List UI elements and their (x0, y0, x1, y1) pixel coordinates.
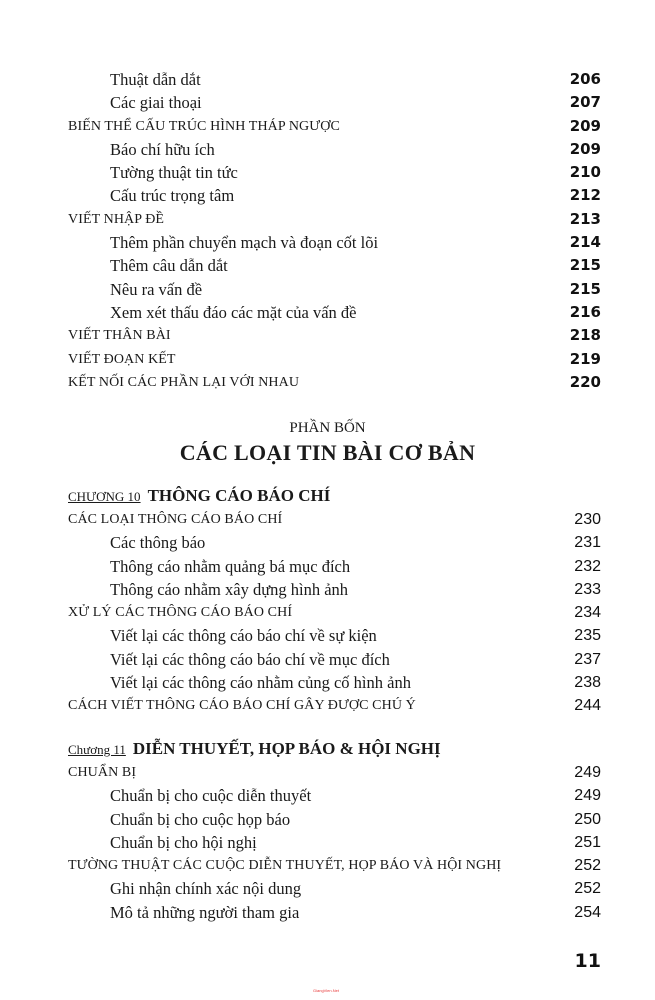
toc-entry-title: TƯỜNG THUẬT CÁC CUỘC DIỄN THUYẾT, HỌP BÁO VÀ HỘI NGHỊ (68, 858, 502, 874)
toc-entry-page: 234 (574, 604, 601, 622)
toc-entry-page: 232 (574, 557, 601, 575)
part-label: PHẦN BỐN (289, 420, 366, 436)
toc-entry-page: 206 (569, 70, 601, 88)
toc-entry-title: CÁC LOẠI THÔNG CÁO BÁO CHÍ (68, 512, 283, 527)
toc-entry-title: Thông cáo nhằm quảng bá mục đích (110, 556, 351, 576)
watermark: GiangVien.Net (313, 988, 339, 993)
toc-entry-page: 215 (569, 256, 601, 275)
toc-entry (68, 877, 601, 900)
toc-entry-title: KẾT NỐI CÁC PHẦN LẠI VỚI NHAU (68, 374, 300, 390)
toc-entry (68, 694, 601, 717)
toc-entry (68, 91, 601, 114)
toc-entry (68, 831, 601, 854)
toc-entry-page: 219 (569, 349, 601, 368)
toc-entry (68, 371, 601, 394)
toc-entry (68, 784, 601, 807)
toc-entry (68, 508, 601, 531)
toc-entry-title: Viết lại các thông cáo báo chí về mục đích (110, 649, 390, 669)
toc-entry-title: Cấu trúc trọng tâm (110, 186, 235, 206)
toc-entry (68, 624, 601, 647)
chapter-10-entries (68, 508, 601, 718)
chapter-11-heading (68, 739, 441, 759)
toc-entry-page: 209 (569, 116, 601, 135)
toc-entry-page: 214 (569, 233, 601, 252)
chapter-10-heading (68, 486, 330, 506)
toc-entry-title: Viết lại các thông cáo nhằm củng cố hình ảnh (110, 673, 411, 693)
chapter-title: DIỄN THUYẾT, HỌP BÁO & HỘI NGHỊ (132, 739, 441, 758)
toc-entry (68, 278, 601, 301)
toc-entry-page: 218 (569, 326, 601, 345)
toc-entry-title: Ghi nhận chính xác nội dung (110, 879, 302, 899)
toc-entry-page: 254 (574, 903, 601, 921)
toc-entry-title: Chuẩn bị cho cuộc họp báo (110, 809, 291, 829)
chapter-11-entries (68, 761, 601, 924)
toc-entry (68, 531, 601, 554)
toc-entry-page: 209 (569, 139, 601, 158)
toc-entry-title: Thêm câu dẫn dắt (110, 256, 228, 276)
toc-entry (68, 115, 601, 138)
chapter-number: Chương 11 (68, 742, 126, 757)
toc-entry (68, 648, 601, 671)
toc-entry-title: CHUẨN BỊ (68, 765, 137, 780)
toc-entry (68, 555, 601, 578)
toc-entry-title: Tường thuật tin tức (110, 163, 238, 183)
toc-entry-title: Thuật dẫn dắt (110, 70, 201, 89)
toc-entry (68, 324, 601, 347)
toc-entry-title: Thông cáo nhằm xây dựng hình ảnh (110, 579, 349, 599)
toc-entry-title: Mô tả những người tham gia (110, 902, 300, 922)
toc-entry-page: 249 (574, 787, 601, 805)
toc-entry-page: 237 (574, 650, 601, 668)
page-number: 11 (574, 950, 601, 972)
toc-entry-title: Báo chí hữu ích (110, 139, 215, 159)
toc-entry (68, 301, 601, 324)
toc-entry-title: VIẾT ĐOẠN KẾT (68, 351, 176, 367)
toc-entry-page: 207 (569, 93, 601, 112)
toc-entry-page: 250 (574, 810, 601, 828)
toc-entry-page: 252 (574, 880, 601, 898)
toc-entry-page: 216 (569, 302, 601, 321)
toc-entry-title: Chuẩn bị cho cuộc diễn thuyết (110, 786, 312, 806)
toc-entry-page: 213 (569, 209, 601, 228)
toc-entry-page: 244 (574, 697, 601, 715)
toc-entry (68, 854, 601, 877)
toc-entry-page: 235 (574, 627, 601, 645)
toc-entry (68, 671, 601, 694)
toc-entry-title: Thêm phần chuyển mạch và đoạn cốt lõi (110, 233, 379, 253)
toc-entry-page: 210 (569, 163, 601, 182)
toc-entry (68, 808, 601, 831)
toc-entry-page: 212 (569, 186, 601, 205)
toc-entry-title: XỬ LÝ CÁC THÔNG CÁO BÁO CHÍ (68, 605, 293, 621)
toc-entry-title: Xem xét thấu đáo các mặt của vấn đề (110, 302, 357, 322)
toc-entry-title: BIẾN THỂ CẤU TRÚC HÌNH THÁP NGƯỢC (68, 118, 340, 134)
toc-entry-title: CÁCH VIẾT THÔNG CÁO BÁO CHÍ GÂY ĐƯỢC CHÚ Ý (68, 698, 416, 714)
toc-entry (68, 601, 601, 624)
toc-entry (68, 231, 601, 254)
part-title: CÁC LOẠI TIN BÀI CƠ BẢN (179, 440, 476, 465)
toc-entry (68, 254, 601, 277)
toc-entry-title: Nêu ra vấn đề (110, 279, 203, 299)
toc-entry-title: Các thông báo (110, 533, 206, 553)
toc-entry-title: Các giai thoại (110, 93, 202, 113)
toc-entry (68, 184, 601, 207)
toc-entry (68, 761, 601, 784)
toc-entry-page: 215 (569, 279, 601, 298)
toc-entry-title: VIẾT THÂN BÀI (68, 328, 171, 344)
chapter-number: CHƯƠNG 10 (68, 489, 141, 504)
chapter-title: THÔNG CÁO BÁO CHÍ (147, 486, 331, 505)
toc-entry-title: Chuẩn bị cho hội nghị (110, 832, 257, 852)
toc-entry-page: 251 (574, 833, 601, 851)
toc-entry (68, 208, 601, 231)
toc-part-three-tail (68, 68, 601, 394)
toc-entry (68, 348, 601, 371)
toc-entry-page: 220 (569, 372, 601, 391)
toc-entry (68, 578, 601, 601)
toc-entry-page: 238 (574, 674, 601, 692)
toc-entry-page: 233 (574, 580, 601, 598)
toc-entry (68, 68, 601, 91)
toc-entry (68, 901, 601, 924)
toc-entry-page: 249 (574, 764, 601, 781)
toc-entry-page: 231 (574, 534, 601, 552)
toc-entry-title: VIẾT NHẬP ĐỀ (68, 211, 165, 227)
toc-entry (68, 138, 601, 161)
toc-entry (68, 161, 601, 184)
toc-entry-page: 230 (574, 511, 601, 528)
toc-entry-title: Viết lại các thông cáo báo chí về sự kiện (110, 626, 377, 646)
toc-entry-page: 252 (574, 857, 601, 875)
